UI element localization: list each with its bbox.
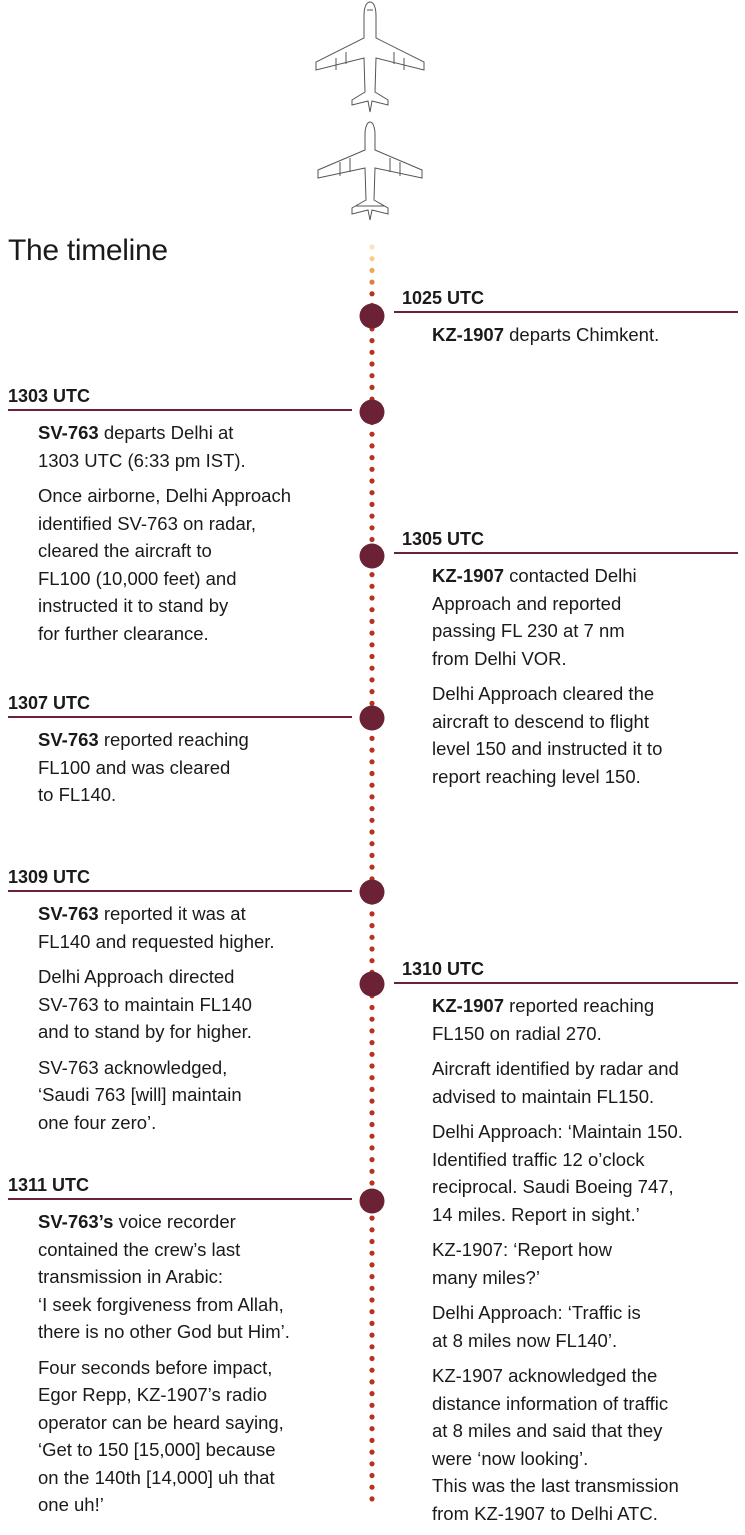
timeline-entry-1307 [8, 692, 352, 817]
paragraph-text: Delhi Approach cleared the aircraft to descend to flight level 150 and instructed it to report reaching level 150. [432, 683, 663, 787]
paragraph-text: voice recorder contained the crew’s last transmission in Arabic: ‘I seek forgiveness from Allah, there is no other God but Him’. [38, 1211, 290, 1342]
entry-rule [8, 1198, 352, 1200]
paragraph-text: Delhi Approach: ‘Traffic is at 8 miles now FL140’. [432, 1302, 641, 1351]
axis-dot [369, 1461, 374, 1466]
axis-dot [369, 1438, 374, 1443]
axis-dot [369, 900, 374, 905]
axis-dot [369, 361, 374, 366]
axis-dot [369, 420, 374, 425]
entry-paragraph [38, 419, 352, 474]
axis-dot [369, 958, 374, 963]
entry-rule [8, 409, 352, 411]
paragraph-text: Delhi Approach: ‘Maintain 150. Identified traffic 12 o’clock reciprocal. Saudi Boeing 747, 14 miles. Report in sight.’ [432, 1121, 683, 1225]
event-marker [360, 544, 385, 569]
axis-dot [369, 443, 374, 448]
axis-dot [369, 794, 374, 799]
axis-dot [369, 1216, 374, 1221]
axis-dot [369, 631, 374, 636]
entry-paragraph [432, 1299, 738, 1354]
axis-dot [369, 1087, 374, 1092]
entry-paragraph [432, 1055, 738, 1110]
axis-dot [369, 771, 374, 776]
event-marker [360, 1189, 385, 1214]
entry-paragraph [432, 321, 738, 349]
axis-dot [369, 1169, 374, 1174]
axis-dot [369, 1075, 374, 1080]
axis-dot [369, 455, 374, 460]
axis-dot [369, 1297, 374, 1302]
entry-paragraph [432, 992, 738, 1047]
entry-time: 1305 UTC [402, 529, 485, 549]
entry-body [8, 900, 352, 1136]
entry-paragraph [38, 1208, 352, 1346]
axis-dot [369, 490, 374, 495]
axis-dot [369, 1379, 374, 1384]
entry-time: 1303 UTC [8, 386, 91, 406]
axis-dot [369, 619, 374, 624]
axis-dot [369, 865, 374, 870]
aircraft-illustration [300, 0, 440, 230]
entry-time: 1311 UTC [8, 1175, 90, 1195]
axis-dot [369, 525, 374, 530]
ilyushin-76-icon [318, 122, 422, 220]
axis-dot [369, 724, 374, 729]
axis-dot [369, 572, 374, 577]
axis-dot [369, 818, 374, 823]
flight-id: SV-763 [38, 422, 99, 443]
axis-dot [369, 303, 374, 308]
axis-dot [369, 1227, 374, 1232]
paragraph-text: contacted Delhi Approach and reported passing FL 230 at 7 nm from Delhi VOR. [432, 565, 637, 669]
axis-dot [369, 677, 374, 682]
timeline-entry-1305 [394, 528, 738, 798]
entry-body [8, 1208, 352, 1519]
axis-dot [369, 467, 374, 472]
axis-dot [369, 584, 374, 589]
axis-dot [369, 1356, 374, 1361]
axis-dot [369, 338, 374, 343]
axis-dot [369, 1052, 374, 1057]
axis-dot [369, 712, 374, 717]
axis-dot [369, 549, 374, 554]
timeline-entry-1025 [394, 287, 738, 357]
paragraph-text: Once airborne, Delhi Approach identified SV-763 on radar, cleared the aircraft to FL100 (10,000 feet) and instructed it to stand by for further clearance. [38, 485, 291, 644]
timeline-entry-1310 [394, 958, 738, 1535]
entry-time: 1025 UTC [402, 288, 485, 308]
entry-paragraph [38, 1354, 352, 1519]
axis-dot [369, 829, 374, 834]
axis-dot [369, 385, 374, 390]
axis-dot [369, 1450, 374, 1455]
axis-dot [369, 1485, 374, 1490]
flight-id: KZ-1907 [432, 324, 504, 345]
entry-time: 1307 UTC [8, 693, 91, 713]
entry-paragraph [432, 1236, 738, 1291]
axis-dot [369, 537, 374, 542]
axis-dot [369, 291, 374, 296]
axis-dot [369, 478, 374, 483]
axis-dot [369, 1403, 374, 1408]
axis-dot [369, 560, 374, 565]
entry-rule [8, 890, 352, 892]
paragraph-text: Aircraft identified by radar and advised to maintain FL150. [432, 1058, 679, 1107]
axis-dot [369, 1134, 374, 1139]
axis-dot [369, 759, 374, 764]
entry-time: 1310 UTC [402, 959, 485, 979]
entry-paragraph [38, 1054, 352, 1137]
axis-dot [369, 783, 374, 788]
flight-id: KZ-1907 [432, 995, 504, 1016]
axis-dot [369, 642, 374, 647]
paragraph-text: departs Chimkent. [503, 324, 660, 345]
timeline-entry-1309 [8, 866, 352, 1144]
axis-dot [369, 1005, 374, 1010]
event-marker [360, 880, 385, 905]
axis-dot [369, 326, 374, 331]
axis-dot [369, 1344, 374, 1349]
axis-dot [369, 595, 374, 600]
entry-body [394, 992, 738, 1527]
axis-dot [369, 514, 374, 519]
entry-body [8, 419, 352, 647]
paragraph-text: reported reaching FL100 and was cleared to FL140. [38, 729, 249, 805]
axis-dot [369, 1473, 374, 1478]
paragraph-text: reported it was at FL140 and requested higher. [38, 903, 275, 952]
entry-paragraph [432, 1362, 738, 1527]
axis-dot [369, 1145, 374, 1150]
axis-dot [369, 748, 374, 753]
axis-dot [369, 1274, 374, 1279]
axis-dot [369, 1122, 374, 1127]
entry-body [394, 321, 738, 349]
axis-dot [369, 1180, 374, 1185]
boeing-747-icon [316, 2, 424, 112]
paragraph-text: Four seconds before impact, Egor Repp, KZ-1907’s radio operator can be heard saying, ‘Get to 150 [15,000] because on the 140th [14,000] uh that one uh!’ [38, 1356, 284, 1515]
event-marker [360, 972, 385, 997]
flight-id: SV-763 [38, 903, 99, 924]
axis-dot [369, 1333, 374, 1338]
axis-dot [369, 1099, 374, 1104]
flight-id: KZ-1907 [432, 565, 504, 586]
axis-dot [369, 373, 374, 378]
timeline-entry-1311 [8, 1174, 352, 1527]
entry-rule [394, 311, 738, 313]
entry-rule [8, 716, 352, 718]
axis-dot [369, 701, 374, 706]
axis-dot [369, 1239, 374, 1244]
axis-dot [369, 654, 374, 659]
axis-dot [369, 666, 374, 671]
axis-dot [369, 1063, 374, 1068]
axis-dot [369, 315, 374, 320]
axis-dot [369, 736, 374, 741]
axis-dot [369, 1286, 374, 1291]
axis-dot [369, 982, 374, 987]
axis-dot [369, 1321, 374, 1326]
axis-dot [369, 1414, 374, 1419]
paragraph-text: departs Delhi at 1303 UTC (6:33 pm IST). [38, 422, 246, 471]
axis-dot [369, 350, 374, 355]
entry-paragraph [38, 963, 352, 1046]
axis-dot [369, 1262, 374, 1267]
entry-body [394, 562, 738, 790]
axis-dot [369, 1110, 374, 1115]
axis-dot [369, 1192, 374, 1197]
paragraph-text: KZ-1907 acknowledged the distance information of traffic at 8 miles and said that they were ‘now looking’. This was the last transmission from KZ-1907 to Delhi ATC. [432, 1365, 679, 1524]
paragraph-text: SV-763 acknowledged, ‘Saudi 763 [will] maintain one four zero’. [38, 1056, 242, 1133]
axis-dot [369, 689, 374, 694]
paragraph-text: reported reaching FL150 on radial 270. [432, 995, 655, 1044]
axis-dot [369, 1426, 374, 1431]
event-marker [360, 304, 385, 329]
axis-dot [369, 244, 374, 249]
entry-paragraph [432, 562, 738, 672]
axis-dot [369, 1496, 374, 1501]
axis-dot [369, 1017, 374, 1022]
axis-dot [369, 1391, 374, 1396]
entry-body [8, 726, 352, 809]
axis-dot [369, 268, 374, 273]
axis-dot [369, 1309, 374, 1314]
axis-dot [369, 970, 374, 975]
axis-dot [369, 841, 374, 846]
axis-dot [369, 911, 374, 916]
timeline-entry-1303 [8, 385, 352, 655]
axis-dot [369, 806, 374, 811]
axis-dot [369, 1040, 374, 1045]
entry-paragraph [432, 680, 738, 790]
axis-dot [369, 1368, 374, 1373]
paragraph-text: KZ-1907: ‘Report how many miles?’ [432, 1239, 612, 1288]
axis-dot [369, 408, 374, 413]
entry-paragraph [432, 1118, 738, 1228]
axis-dot [369, 853, 374, 858]
entry-rule [394, 982, 738, 984]
axis-dot [369, 397, 374, 402]
axis-dot [369, 923, 374, 928]
event-marker [360, 706, 385, 731]
axis-dot [369, 946, 374, 951]
axis-dot [369, 1251, 374, 1256]
axis-dot [369, 993, 374, 998]
flight-id: SV-763 [38, 729, 99, 750]
axis-dot [369, 607, 374, 612]
axis-dot [369, 1157, 374, 1162]
axis-dot [369, 876, 374, 881]
entry-time: 1309 UTC [8, 867, 91, 887]
axis-dot [369, 935, 374, 940]
axis-dot [369, 256, 374, 261]
axis-dot [369, 502, 374, 507]
event-marker [360, 400, 385, 425]
paragraph-text: Delhi Approach directed SV-763 to maintain FL140 and to stand by for higher. [38, 966, 252, 1042]
axis-dot [369, 280, 374, 285]
axis-dot [369, 888, 374, 893]
entry-rule [394, 552, 738, 554]
flight-id: SV-763’s [38, 1211, 114, 1232]
page-title: The timeline [8, 234, 168, 267]
axis-dot [369, 1028, 374, 1033]
axis-dot [369, 1204, 374, 1209]
entry-paragraph [38, 900, 352, 955]
axis-dot [369, 432, 374, 437]
entry-paragraph [38, 726, 352, 809]
entry-paragraph [38, 482, 352, 647]
